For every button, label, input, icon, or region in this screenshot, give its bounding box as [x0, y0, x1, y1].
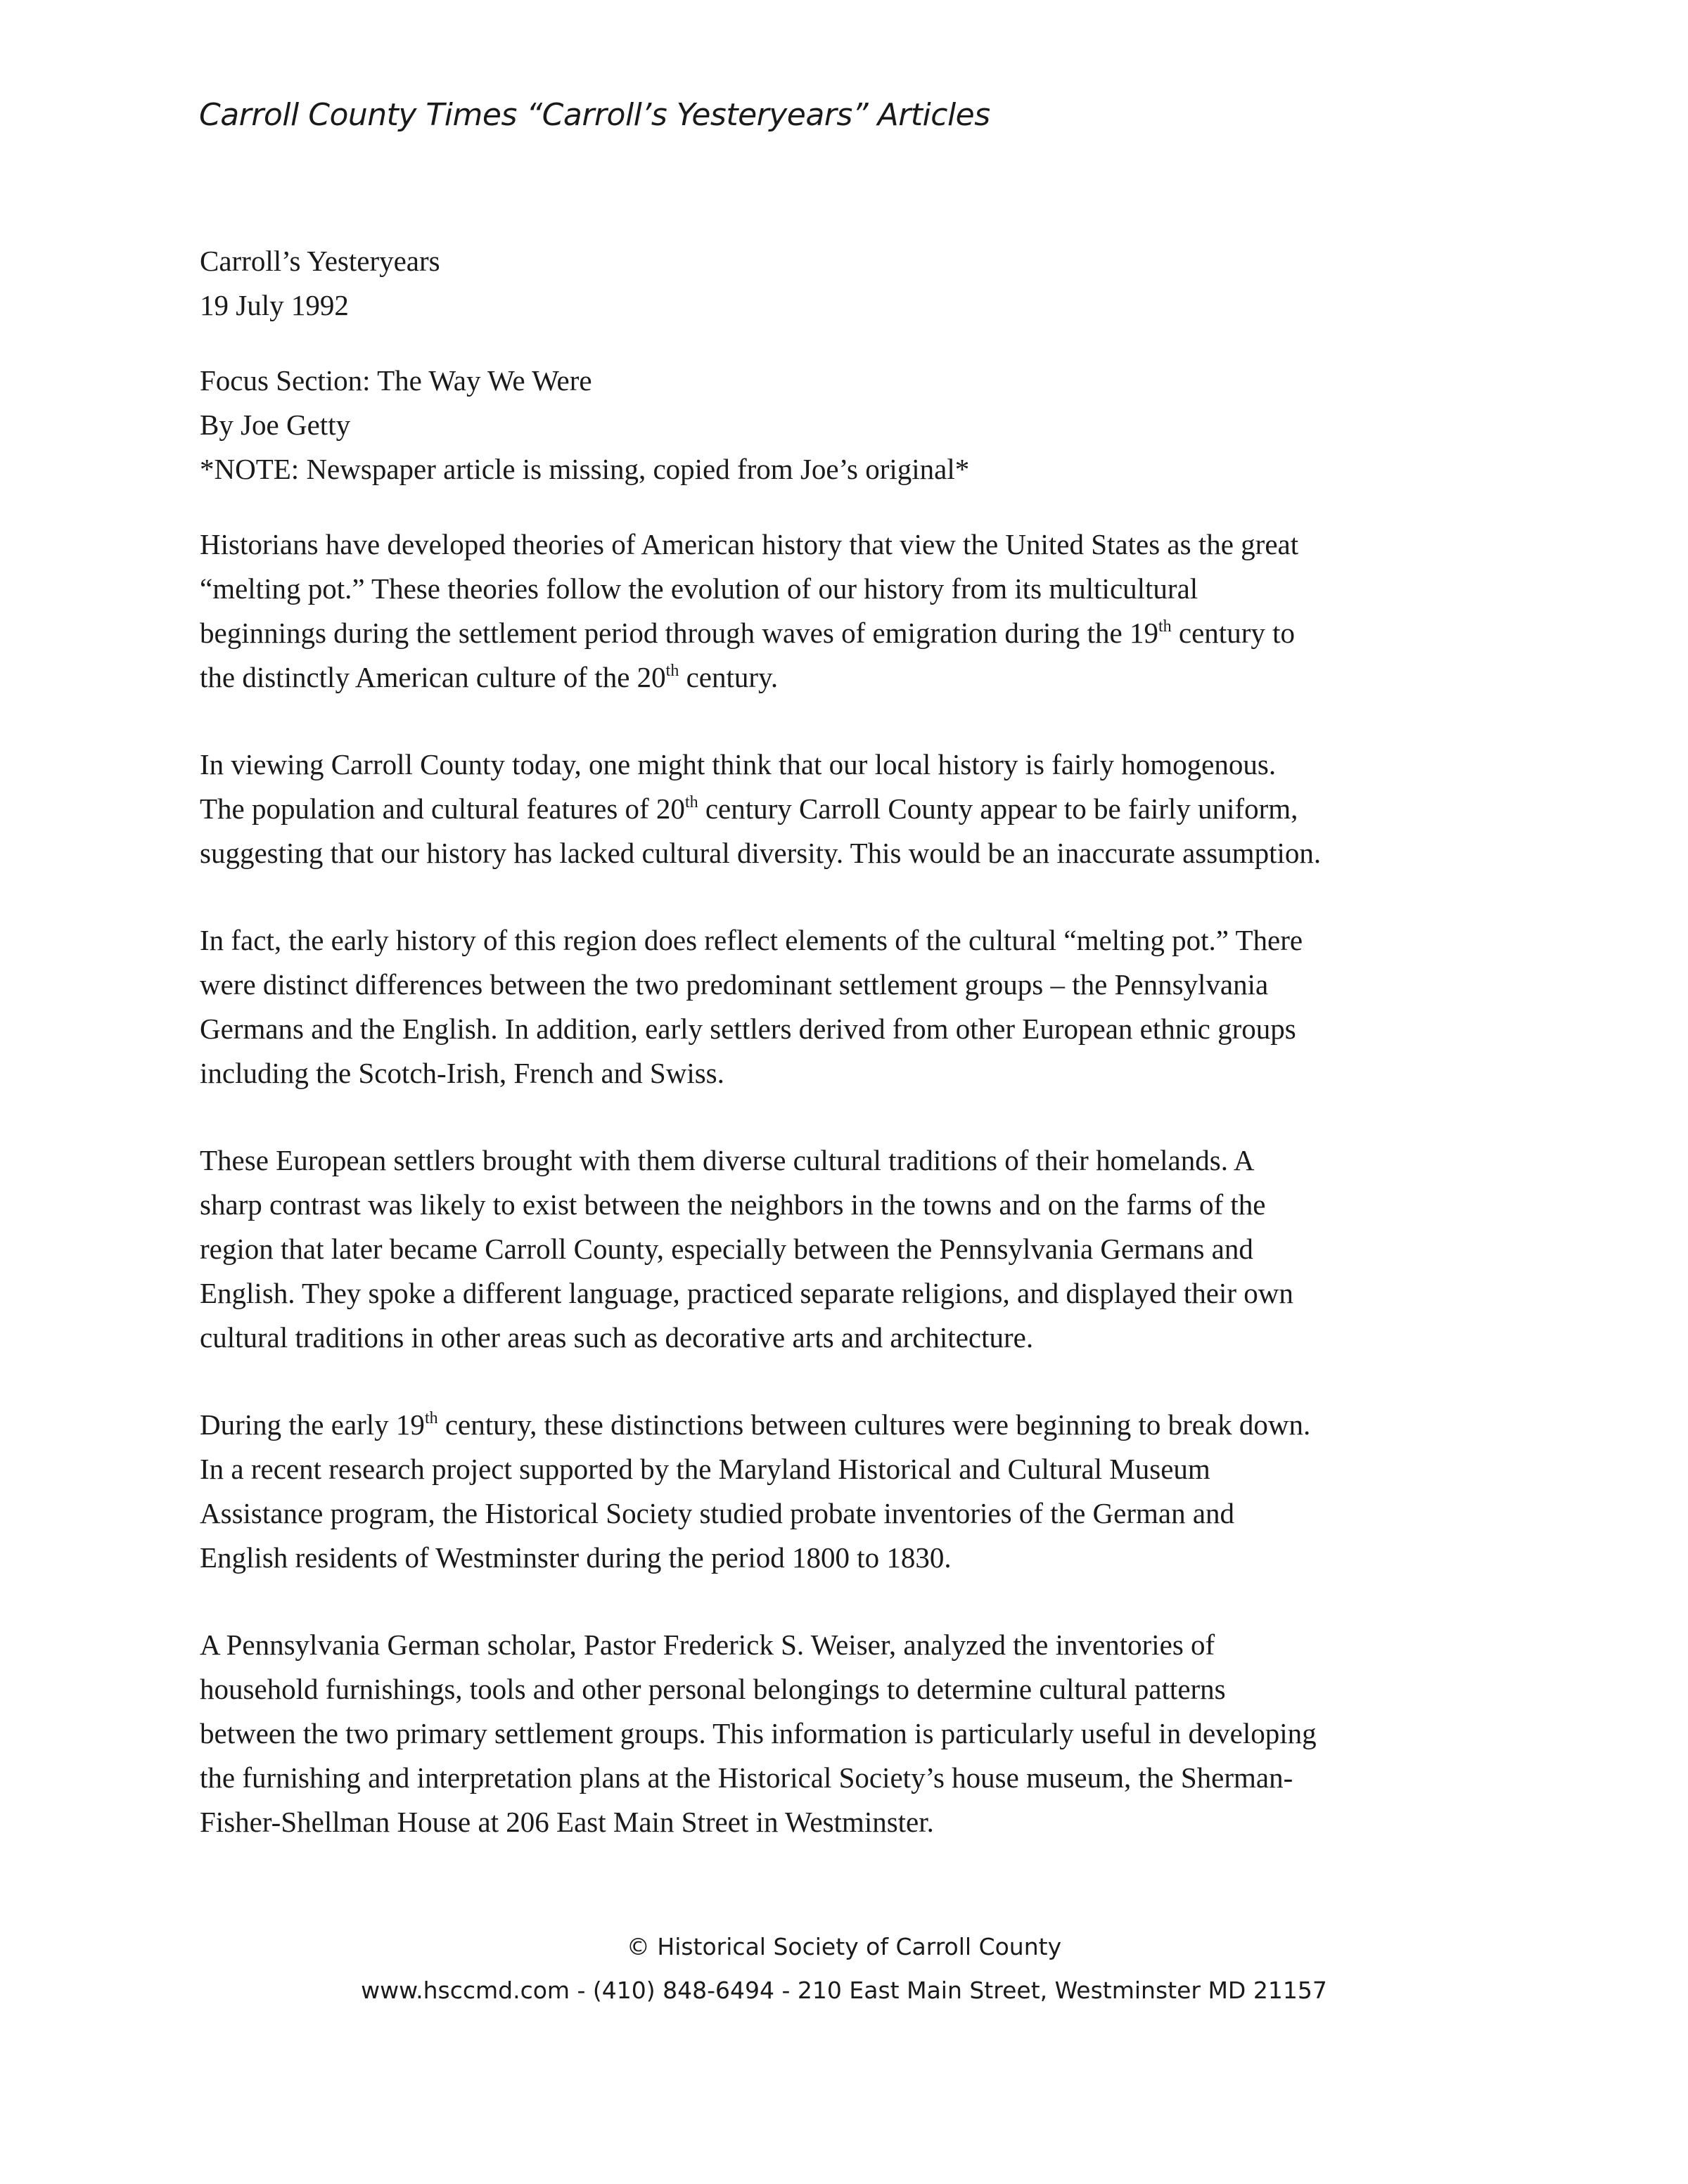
ordinal-superscript: th	[424, 1409, 438, 1427]
page-header-title: Carroll County Times “Carroll’s Yesteryears” Articles	[199, 97, 990, 133]
article-paragraph	[200, 1138, 1536, 1360]
article-meta-byline	[200, 359, 1536, 492]
column-name: Carroll’s Yesteryears	[200, 245, 440, 277]
paragraph-line: sharp contrast was likely to exist between the neighbors in the towns and on the farms of the	[200, 1188, 1266, 1221]
section-name: Focus Section: The Way We Were	[200, 364, 592, 397]
article-paragraph	[200, 918, 1536, 1096]
article-paragraph	[200, 1403, 1536, 1580]
paragraph-line: In fact, the early history of this region does reflect elements of the cultural “melting pot.” There	[200, 924, 1303, 956]
paragraph-line: Fisher-Shellman House at 206 East Main Street in Westminster.	[200, 1806, 934, 1838]
paragraph-line: cultural traditions in other areas such as decorative arts and architecture.	[200, 1321, 1034, 1354]
paragraph-line: In a recent research project supported by the Maryland Historical and Cultural Museum	[200, 1453, 1210, 1485]
line-text: century.	[679, 661, 779, 693]
paragraph-line: A Pennsylvania German scholar, Pastor Frederick S. Weiser, analyzed the inventories of	[200, 1629, 1215, 1661]
paragraph-line: Historians have developed theories of American history that view the United States as the great	[200, 528, 1299, 560]
article-paragraph	[200, 743, 1536, 875]
line-text: century, these distinctions between cultures were beginning to break down.	[437, 1408, 1311, 1441]
paragraph-line: household furnishings, tools and other personal belongings to determine cultural patterns	[200, 1673, 1226, 1705]
article-meta-dateline	[200, 239, 1536, 328]
line-text: During the early 19	[200, 1408, 425, 1441]
ordinal-superscript: th	[665, 662, 679, 680]
article-date: 19 July 1992	[200, 289, 349, 321]
line-text: century to	[1171, 617, 1295, 649]
article-paragraph	[200, 522, 1536, 700]
paragraph-line: Germans and the English. In addition, early settlers derived from other European ethnic groups	[200, 1013, 1296, 1045]
paragraph-line: the furnishing and interpretation plans at the Historical Society’s house museum, the Sherman-	[200, 1761, 1293, 1794]
paragraph-line	[200, 1403, 1536, 1447]
article-paragraph	[200, 1623, 1536, 1844]
paragraph-line: suggesting that our history has lacked cultural diversity. This would be an inaccurate assumption.	[200, 837, 1322, 869]
paragraph-line: “melting pot.” These theories follow the evolution of our history from its multicultural	[200, 572, 1198, 605]
line-text: The population and cultural features of 20	[200, 792, 685, 825]
ordinal-superscript: th	[684, 793, 698, 811]
article-body	[200, 239, 1536, 1887]
paragraph-list	[200, 522, 1536, 1844]
line-text: beginnings during the settlement period through waves of emigration during the 19	[200, 617, 1158, 649]
paragraph-line: Assistance program, the Historical Society studied probate inventories of the German and	[200, 1497, 1235, 1529]
footer-copyright: © Historical Society of Carroll County	[626, 1933, 1062, 1960]
footer-contact: www.hsccmd.com - (410) 848-6494 - 210 East Main Street, Westminster MD 21157	[361, 1977, 1327, 2004]
paragraph-line: were distinct differences between the two predominant settlement groups – the Pennsylvania	[200, 968, 1269, 1001]
paragraph-line: English. They spoke a different language, practiced separate religions, and displayed their own	[200, 1277, 1293, 1309]
line-text: century Carroll County appear to be fairly uniform,	[698, 792, 1298, 825]
paragraph-line: English residents of Westminster during the period 1800 to 1830.	[200, 1541, 952, 1574]
paragraph-line: between the two primary settlement groups. This information is particularly useful in developing	[200, 1717, 1317, 1749]
paragraph-line	[200, 655, 1536, 700]
paragraph-line: region that later became Carroll County, especially between the Pennsylvania Germans and	[200, 1233, 1253, 1265]
editor-note: *NOTE: Newspaper article is missing, copied from Joe’s original*	[200, 453, 970, 485]
page-footer	[0, 1925, 1688, 2012]
paragraph-line: These European settlers brought with them diverse cultural traditions of their homelands. A	[200, 1144, 1255, 1176]
paragraph-line	[200, 611, 1536, 655]
line-text: the distinctly American culture of the 20	[200, 661, 666, 693]
ordinal-superscript: th	[1158, 617, 1172, 636]
paragraph-line: In viewing Carroll County today, one might think that our local history is fairly homogenous.	[200, 748, 1277, 781]
paragraph-line	[200, 787, 1536, 831]
byline: By Joe Getty	[200, 409, 351, 441]
paragraph-line: including the Scotch-Irish, French and Swiss.	[200, 1057, 724, 1089]
